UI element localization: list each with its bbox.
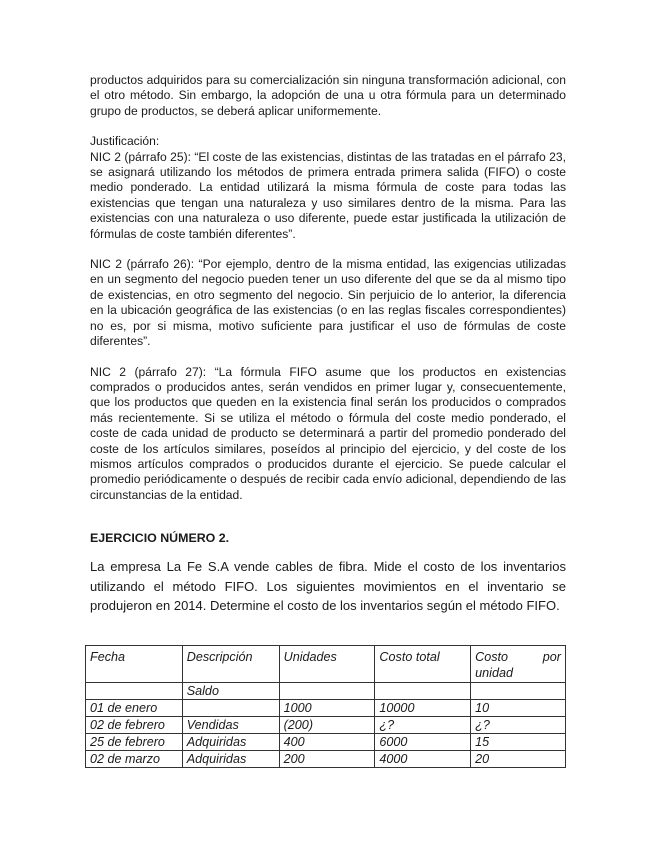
paragraph-nic26: NIC 2 (párrafo 26): “Por ejemplo, dentro de la misma entidad, las exigencias utilizadas en un segmento del negocio pueden tener un uso diferente del que se da al mismo tipo de existencias, en otro segmento del negocio. Sin perjuicio de lo anterior, la diferencia en la ubicación geográfica de las existencias (o en las reglas fiscales correspondientes) no es, por si misma, motivo suficiente para justificar el uso de fórmulas de coste diferentes”. <box>90 257 566 349</box>
cell-unidades: (200) <box>279 717 375 734</box>
cell-descripcion: Vendidas <box>182 717 279 734</box>
header-fecha: Fecha <box>86 646 183 683</box>
cell-costo-unidad: 20 <box>471 751 566 768</box>
cell-costo-total: ¿? <box>375 717 471 734</box>
paragraph-nic25: NIC 2 (párrafo 25): “El coste de las existencias, distintas de las tratadas en el párrafo 23, se asignará utilizando los métodos de primera entrada primera salida (FIFO) o coste medio ponderado. La entidad utilizará la misma fórmula de coste para todas las existencias que tengan una naturaleza y uso similares dentro de la misma. Para las existencias con una naturaleza o uso diferente, puede estar justificada la utilización de fórmulas de coste también diferentes”. <box>90 149 566 241</box>
inventory-table <box>85 645 566 768</box>
cell-costo-total: 4000 <box>375 751 471 768</box>
cell-fecha: 02 de febrero <box>86 717 183 734</box>
cell-descripcion: Adquiridas <box>182 734 279 751</box>
cell-fecha <box>86 683 183 700</box>
header-costo-total: Costo total <box>375 646 471 683</box>
header-costo-word: Costo <box>475 650 509 664</box>
cell-descripcion: Adquiridas <box>182 751 279 768</box>
cell-descripcion: Saldo <box>182 683 279 700</box>
paragraph-nic27: NIC 2 (párrafo 27): “La fórmula FIFO asume que los productos en existencias comprados o producidos antes, serán vendidos en primer lugar y, consecuentemente, que los productos que queden en la existencia final serán los producidos o comprados más recientemente. Si se utiliza el método o fórmula del coste medio ponderado, el coste de cada unidad de producto se determinará a partir del promedio ponderado del coste de los artículos similares, poseídos al principio del ejercicio, y del coste de los mismos artículos comprados o producidos durante el ejercicio. Se puede calcular el promedio periódicamente o después de recibir cada envío adicional, dependiendo de las circunstancias de la entidad. <box>90 364 566 502</box>
cell-unidades <box>279 683 375 700</box>
header-descripcion: Descripción <box>182 646 279 683</box>
table-row <box>86 751 566 768</box>
table-row <box>86 700 566 717</box>
cell-costo-unidad <box>471 683 566 700</box>
cell-unidades: 200 <box>279 751 375 768</box>
cell-costo-unidad: ¿? <box>471 717 566 734</box>
exercise-statement: La empresa La Fe S.A vende cables de fibra. Mide el costo de los inventarios utilizando el método FIFO. Los siguientes movimientos en el inventario se produjeron en 2014. Determine el costo de los inventarios según el método FIFO. <box>90 559 566 614</box>
table-row <box>86 717 566 734</box>
cell-fecha: 02 de marzo <box>86 751 183 768</box>
exercise-heading: EJERCICIO NÚMERO 2. <box>90 531 230 546</box>
header-costo-unidad <box>471 646 566 683</box>
cell-costo-total <box>375 683 471 700</box>
cell-fecha: 01 de enero <box>86 700 183 717</box>
cell-costo-total: 6000 <box>375 734 471 751</box>
cell-unidades: 1000 <box>279 700 375 717</box>
paragraph-intro: productos adquiridos para su comercialización sin ninguna transformación adicional, con el otro método. Sin embargo, la adopción de una u otra fórmula para un determinado grupo de productos, se deberá aplicar uniformemente. <box>90 73 566 118</box>
header-unidad-word: unidad <box>475 666 513 680</box>
header-por-word: por <box>542 650 561 664</box>
cell-unidades: 400 <box>279 734 375 751</box>
header-unidades: Unidades <box>279 646 375 683</box>
document-page <box>90 73 566 616</box>
cell-costo-unidad: 10 <box>471 700 566 717</box>
cell-costo-unidad: 15 <box>471 734 566 751</box>
cell-fecha: 25 de febrero <box>86 734 183 751</box>
justificacion-label: Justificación: <box>90 134 160 149</box>
table-row <box>86 734 566 751</box>
table-row <box>86 683 566 700</box>
table-header-row <box>86 646 566 683</box>
cell-costo-total: 10000 <box>375 700 471 717</box>
cell-descripcion <box>182 700 279 717</box>
